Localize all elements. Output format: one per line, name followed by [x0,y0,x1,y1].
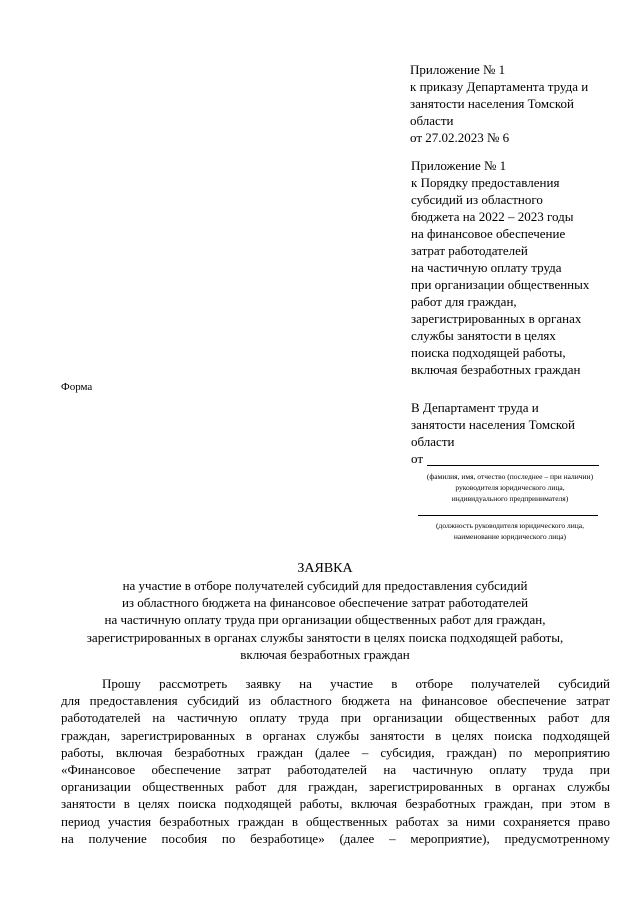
annex-2-line: на финансовое обеспечение [411,226,566,241]
position-hint [420,520,600,542]
name-hint-line: руководителя юридического лица, [455,483,565,492]
annex-2-line: бюджета на 2022 – 2023 годы [411,209,574,224]
annex-2-line: затрат работодателей [411,243,528,258]
body-line: работодателей на частичную оплату труда при организации общественных работ для [61,710,610,726]
annex-2-header [411,157,589,378]
annex-1-line: к приказу Департамента труда и [410,79,589,94]
annex-2-line: зарегистрированных в органах [411,311,582,326]
addressee-line: занятости населения Томской [411,417,575,432]
annex-1-line: Приложение № 1 [410,62,506,77]
position-hint-line: наименование юридического лица) [453,532,567,541]
body-paragraph [61,675,610,847]
body-line: граждан, зарегистрированных в органах службы занятости в целях поиска подходящей [61,727,610,743]
annex-1-line: области [410,113,454,128]
annex-2-line: поиска подходящей работы, [411,345,566,360]
subtitle-line: на участие в отборе получателей субсидий для предоставления субсидий [122,578,528,593]
body-line: период участия безработных граждан в общественных работах за ними сохраняется право [61,813,610,829]
annex-1-line: от 27.02.2023 № 6 [410,130,510,145]
from-label: от [411,451,424,466]
body-line: организации общественных работ для граждан, зарегистрированных в органах службы [61,779,610,795]
from-field[interactable] [411,451,601,468]
addressee-line: В Департамент труда и [411,400,539,415]
body-line: на получение пособия по безработице» (далее – мероприятие), предусмотренному [61,830,610,846]
document-title: ЗАЯВКА [297,561,353,576]
annex-2-line: службы занятости в целях [411,328,556,343]
annex-2-line: работ для граждан, [411,294,517,309]
annex-2-line: включая безработных граждан [411,362,581,377]
name-hint-line: (фамилия, имя, отчество (последнее – при наличии) [426,472,594,481]
name-hint [415,471,605,504]
position-fill-line[interactable] [418,515,598,516]
from-fill-line[interactable] [427,465,599,466]
body-line: «Финансовое обеспечение затрат работодателей на частичную оплату труда при [61,762,610,778]
annex-1-line: занятости населения Томской [410,96,574,111]
annex-1-header [410,61,588,146]
subtitle-line: зарегистрированных в органах службы занятости в целях поиска подходящей работы, [86,629,564,645]
body-line: работы, включая безработных граждан (далее – субсидия, граждан) по мероприятию [61,744,610,760]
annex-2-line: Приложение № 1 [411,158,507,173]
document-subtitle [40,577,610,663]
name-hint-line: индивидуального предпринимателя) [451,494,569,503]
body-line: для предоставления субсидий из областного бюджета на финансовое обеспечение затрат [61,693,610,709]
annex-2-line: субсидий из областного [411,192,543,207]
subtitle-line: включая безработных граждан [240,646,410,662]
addressee-block [411,399,575,450]
annex-2-line: при организации общественных [411,277,590,292]
annex-2-line: к Порядку предоставления [411,175,560,190]
addressee-line: области [411,434,455,449]
subtitle-line: из областного бюджета на финансовое обеспечение затрат работодателей [121,595,529,611]
subtitle-line: на частичную оплату труда при организации общественных работ для граждан, [104,612,546,628]
body-line: Прошу рассмотреть заявку на участие в отборе получателей субсидий [102,676,610,691]
body-line: занятости в целях поиска подходящей работы, включая безработных граждан, при этом в [61,796,610,812]
position-hint-line: (должность руководителя юридического лица, [436,521,584,530]
annex-2-line: на частичную оплату труда [411,260,562,275]
form-label: Форма [61,381,93,393]
